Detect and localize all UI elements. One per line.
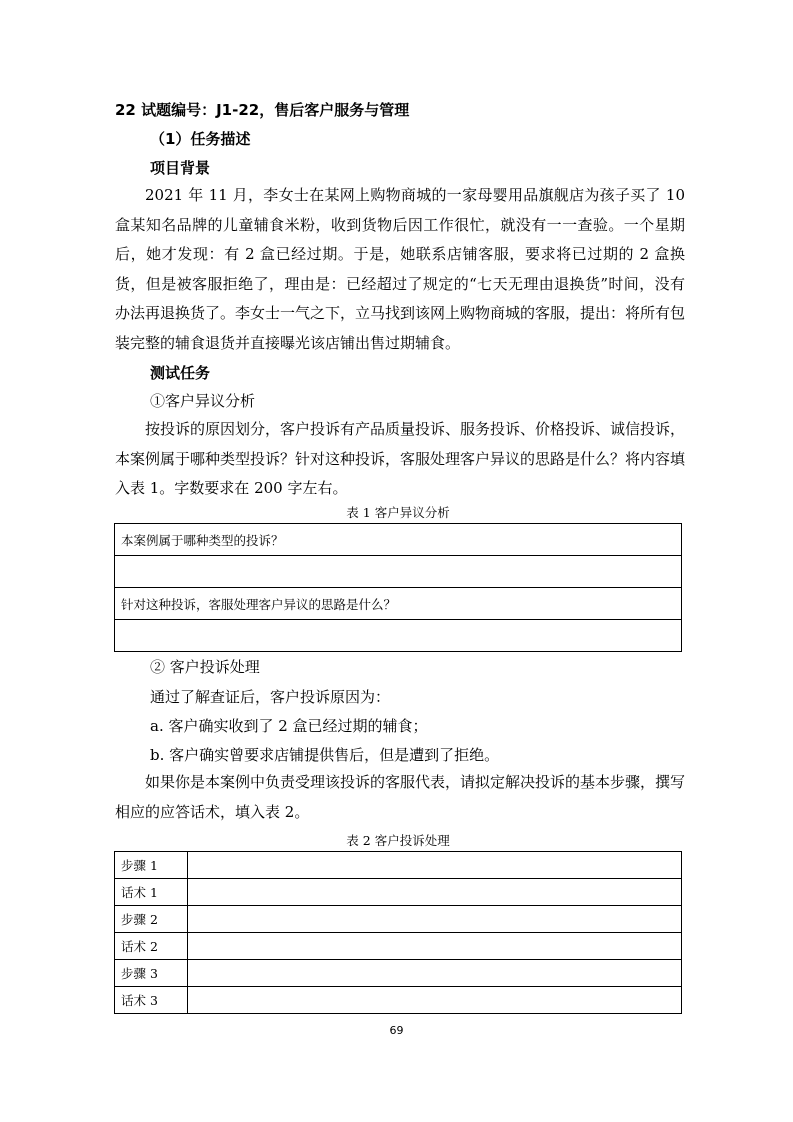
table2-label: 步骤 1	[115, 852, 188, 879]
table2-label: 话术 3	[115, 987, 188, 1014]
table2-caption: 表 2 客户投诉处理	[346, 833, 450, 848]
page-number: 69	[389, 1024, 404, 1037]
task2-paragraph: 如果你是本案例中负责受理该投诉的客服代表，请拟定解决投诉的基本步骤，撰写相应的应答话术，填入表 2。	[115, 773, 686, 821]
table2-answer-cell[interactable]	[188, 906, 682, 933]
task-heading: 测试任务	[150, 364, 211, 382]
table2-answer-cell[interactable]	[188, 879, 682, 906]
table2-answer-cell[interactable]	[188, 960, 682, 987]
table2-answer-cell[interactable]	[188, 852, 682, 879]
table-row	[115, 960, 682, 987]
task2-item-b: b. 客户确实曾要求店铺提供售后，但是遭到了拒绝。	[150, 746, 500, 764]
section-task-description: （1）任务描述	[150, 130, 251, 148]
table-row	[115, 852, 682, 879]
table-row	[115, 933, 682, 960]
table-row	[115, 906, 682, 933]
table2-answer-cell[interactable]	[188, 933, 682, 960]
task1-title: ①客户异议分析	[150, 392, 256, 410]
table1-caption: 表 1 客户异议分析	[346, 505, 450, 520]
table-row	[115, 879, 682, 906]
table-row	[115, 556, 682, 588]
task2-item-a: a. 客户确实收到了 2 盒已经过期的辅食；	[150, 717, 428, 735]
complaint-handling-table	[114, 851, 682, 1014]
table-row	[115, 524, 682, 556]
table2-label: 话术 2	[115, 933, 188, 960]
task1-paragraph: 按投诉的原因划分，客户投诉有产品质量投诉、服务投诉、价格投诉、诚信投诉，本案例属于哪种类型投诉？针对这种投诉，客服处理客户异议的思路是什么？将内容填入表 1。字数要求在 200 字左右。	[115, 420, 686, 497]
table2-answer-cell[interactable]	[188, 987, 682, 1014]
table2-label: 步骤 2	[115, 906, 188, 933]
background-heading: 项目背景	[150, 159, 211, 177]
objection-analysis-table	[114, 523, 682, 652]
table1-question-approach: 针对这种投诉，客服处理客户异议的思路是什么？	[115, 588, 682, 620]
table2-label: 话术 1	[115, 879, 188, 906]
table1-answer-cell[interactable]	[115, 556, 682, 588]
table1-answer-cell[interactable]	[115, 620, 682, 652]
task2-title: ② 客户投诉处理	[150, 658, 260, 676]
table-row	[115, 620, 682, 652]
question-title: 22 试题编号：J1-22，售后客户服务与管理	[115, 101, 410, 119]
table2-label: 步骤 3	[115, 960, 188, 987]
table1-question-type: 本案例属于哪种类型的投诉？	[115, 524, 682, 556]
table-row	[115, 987, 682, 1014]
table-row	[115, 588, 682, 620]
task2-intro: 通过了解查证后，客户投诉原因为：	[150, 688, 391, 706]
background-paragraph: 2021 年 11 月，李女士在某网上购物商城的一家母婴用品旗舰店为孩子买了 10 盒某知名品牌的儿童辅食米粉，收到货物后因工作很忙，就没有一一查验。一个星期后，她才发现：有 2 盒已经过期。于是，她联系店铺客服，要求将已过期的 2 盒换货，但是被客服拒绝了，理由是：已经超过了规定的“七天无理由退换货”时间，没有办法再退换货了。李女士一气之下，立马找到该网上购物商城的客服，提出：将所有包装完整的辅食退货并直接曝光该店铺出售过期辅食。	[115, 186, 686, 352]
